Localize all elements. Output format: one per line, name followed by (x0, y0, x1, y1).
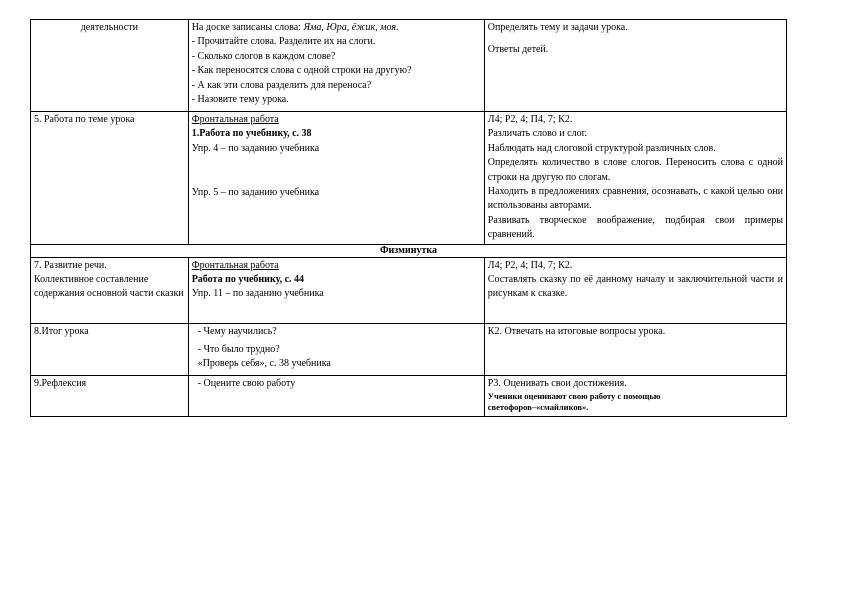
teacher-question: - Прочитайте слова. Разделите их на слоги. (191, 36, 376, 48)
table-row (31, 375, 787, 416)
teacher-activity-cell (188, 323, 484, 375)
stage-cell (31, 375, 189, 416)
teacher-question: - Назовите тему урока. (191, 94, 289, 106)
table-row (31, 257, 787, 323)
exercise-item: Упр. 11 – по заданию учебника (191, 288, 324, 300)
teacher-question: - Сколько слогов в каждом слове? (191, 50, 336, 62)
student-note: Ученики оценивают свою работу с помощью (487, 391, 661, 402)
student-activity-cell (484, 257, 786, 323)
teacher-question: - Чему научились? (197, 325, 277, 337)
student-activity-cell (484, 20, 786, 112)
table-row (31, 244, 787, 257)
break-label: Физминутка (379, 244, 438, 256)
student-task: Определять тему и задачи урока. (487, 22, 628, 33)
student-task: К2. Отвечать на итоговые вопросы урока. (487, 325, 666, 337)
student-task: Определять количество в слове слогов. Переносить слова с одной строки на другую по слогам. (487, 157, 783, 183)
stage-cell (31, 112, 189, 245)
stage-description: Коллективное составление содержания основной части сказки (34, 274, 184, 300)
self-check-reference: «Проверь себя», с. 38 учебника (197, 358, 331, 370)
student-task: Наблюдать над слоговой структурой различных слов. (487, 142, 716, 154)
stage-cell (31, 20, 189, 112)
student-task: Развивать творческое воображение, подбирая свои примеры сравнений. (487, 214, 783, 241)
table-row (31, 323, 787, 375)
stage-text: 7. Развитие речи. (34, 259, 107, 271)
student-activity-cell (484, 375, 786, 416)
exercise-item: Упр. 5 – по заданию учебника (191, 187, 320, 199)
teacher-question: - Оцените свою работу (197, 377, 296, 389)
stage-text: деятельности (80, 22, 138, 33)
table-row (31, 20, 787, 112)
competency-codes: Л4; Р2, 4; П4, 7; К2. (487, 114, 573, 125)
work-form-heading: Фронтальная работа (191, 259, 279, 271)
student-task: Р3. Оценивать свои достижения. (487, 377, 627, 389)
section-divider (31, 244, 787, 257)
teacher-question: - Как переносятся слова с одной строки на другую? (191, 65, 412, 77)
student-task: Различать слово и слог. (487, 128, 588, 140)
stage-text: 9.Рефлексия (34, 377, 87, 389)
stage-cell (31, 323, 189, 375)
competency-codes: Л4; Р2, 4; П4, 7; К2. (487, 259, 573, 271)
work-form-heading: Фронтальная работа (191, 114, 279, 125)
student-note: светофоров–«смайликов». (487, 402, 589, 413)
teacher-activity-cell (188, 112, 484, 245)
student-task: Находить в предложениях сравнения, осознавать, с какой целью они использованы авторами. (487, 186, 783, 212)
textbook-reference: 1.Работа по учебнику, с. 38 (191, 128, 312, 140)
stage-text: 8.Итог урока (34, 325, 89, 337)
exercise-item: Упр. 4 – по заданию учебника (191, 142, 320, 154)
student-activity-cell (484, 323, 786, 375)
student-task: Составлять сказку по её данному началу и заключительной части и рисункам к сказке. (487, 274, 783, 300)
teacher-activity-cell (188, 375, 484, 416)
teacher-question: - А как эти слова разделить для переноса? (191, 79, 372, 91)
board-words: Яма, Юра, ёжик, моя (303, 22, 397, 33)
table-row (31, 112, 787, 245)
textbook-reference: Работа по учебнику, с. 44 (191, 274, 305, 286)
teacher-activity-cell (188, 257, 484, 323)
student-task: Ответы детей. (487, 44, 549, 56)
teacher-activity-cell: На доске записаны слова: Яма, Юра, ёжик, моя. - Прочитайте слова. Разделите их на слоги. - Сколько слогов в каждом слове? - Как переносятся слова с одной строки на другую? - А как эти слова разделить для переноса? - Назовите тему урока. (188, 20, 484, 112)
lesson-plan-table (30, 19, 787, 417)
stage-cell (31, 257, 189, 323)
teacher-question: - Что было трудно? (197, 344, 280, 356)
stage-text: 5. Работа по теме урока (34, 114, 135, 125)
board-words-intro: На доске записаны слова: (191, 22, 304, 33)
student-activity-cell (484, 112, 786, 245)
